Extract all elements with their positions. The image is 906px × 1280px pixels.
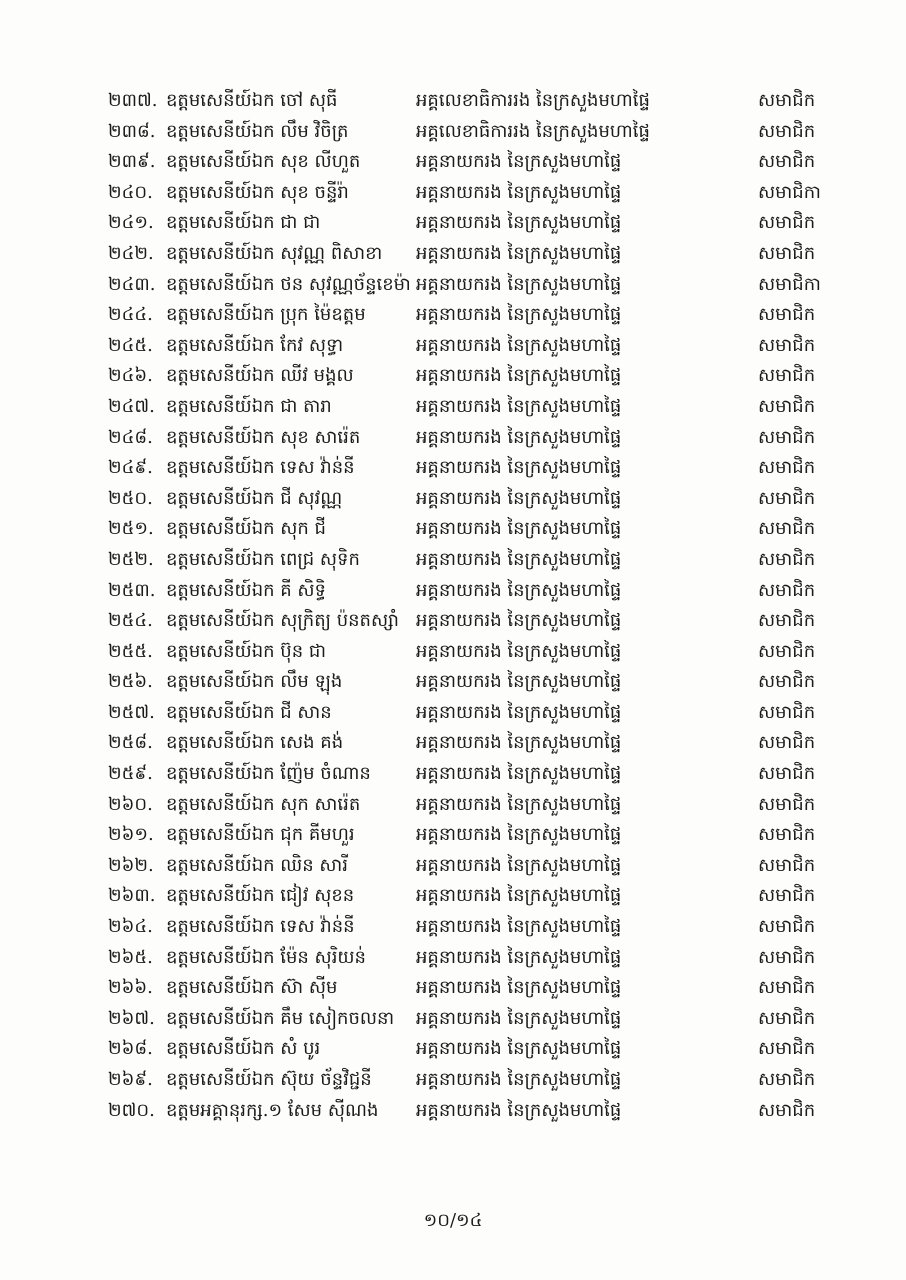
member-role: សមាជិក — [758, 916, 816, 938]
member-name: ឧត្តមសេនីយ៍ឯក ទេស វ៉ាន់នី — [166, 916, 355, 938]
member-position: អគ្គនាយករង នៃក្រសួងមហាផ្ទៃ — [416, 946, 622, 968]
member-position: អគ្គនាយករង នៃក្រសួងមហាផ្ទៃ — [416, 916, 622, 938]
member-role: សមាជិក — [758, 763, 816, 785]
member-name: ឧត្តមសេនីយ៍ឯក សំ បូរ — [166, 1038, 321, 1060]
member-role: សមាជិក — [758, 90, 816, 111]
item-number: ២៣៨. — [108, 120, 156, 142]
list-item — [108, 576, 848, 607]
member-role: សមាជិក — [758, 1038, 816, 1060]
member-role: សមាជិកា — [758, 181, 821, 203]
member-position: អគ្គនាយករង នៃក្រសួងមហាផ្ទៃ — [416, 151, 622, 173]
member-list — [108, 86, 848, 1126]
member-position: អគ្គនាយករង នៃក្រសួងមហាផ្ទៃ — [416, 763, 622, 785]
member-name: ឧត្តមសេនីយ៍ឯក សុក ជី — [166, 518, 326, 540]
list-item — [108, 820, 848, 851]
member-role: សមាជិក — [758, 854, 816, 876]
member-role: សមាជិក — [758, 1007, 816, 1029]
list-item — [108, 606, 848, 637]
member-name: ឧត្តមសេនីយ៍ឯក លឹម វិចិត្រ — [166, 120, 349, 142]
member-role: សមាជិក — [758, 457, 816, 479]
member-position: អគ្គនាយករង នៃក្រសួងមហាផ្ទៃ — [416, 824, 622, 846]
member-role: សមាជិក — [758, 732, 816, 754]
member-position: អគ្គនាយករង នៃក្រសួងមហាផ្ទៃ — [416, 579, 622, 601]
member-name: ឧត្តមសេនីយ៍ឯក ស៊ុយ ច័ន្ទវិជ្ជនី — [166, 1069, 372, 1090]
member-name: ឧត្តមសេនីយ៍ឯក ជា តារា — [166, 395, 332, 417]
item-number: ២៤៥. — [108, 334, 153, 356]
member-role: សមាជិក — [758, 1099, 816, 1121]
member-role: សមាជិក — [758, 977, 816, 999]
item-number: ២៤៧. — [108, 395, 155, 417]
member-position: អគ្គនាយករង នៃក្រសួងមហាផ្ទៃ — [416, 1007, 622, 1029]
member-name: ឧត្តមសេនីយ៍ឯក សុវណ្ណ ពិសាខា — [166, 242, 383, 264]
member-position: អគ្គលេខាធិការរង នៃក្រសួងមហាផ្ទៃ — [416, 90, 650, 111]
member-name: ឧត្តមសេនីយ៍ឯក ចៅ សុធី — [166, 90, 338, 111]
member-role: សមាជិក — [758, 793, 816, 815]
member-position: អគ្គនាយករង នៃក្រសួងមហាផ្ទៃ — [416, 1069, 622, 1090]
member-position: អគ្គនាយករង នៃក្រសួងមហាផ្ទៃ — [416, 242, 622, 264]
member-position: អគ្គនាយករង នៃក្រសួងមហាផ្ទៃ — [416, 793, 622, 815]
list-item — [108, 331, 848, 362]
member-name: ឧត្តមសេនីយ៍ឯក ជី សាន — [166, 701, 332, 723]
item-number: ២៦១. — [108, 824, 154, 846]
item-number: ២៦៩. — [108, 1069, 153, 1090]
list-item — [108, 667, 848, 698]
member-position: អគ្គនាយករង នៃក្រសួងមហាផ្ទៃ — [416, 671, 622, 693]
member-role: សមាជិក — [758, 120, 816, 142]
member-name: ឧត្តមសេនីយ៍ឯក ទេស វ៉ាន់នី — [166, 457, 355, 479]
list-item — [108, 1065, 848, 1096]
member-position: អគ្គនាយករង នៃក្រសួងមហាផ្ទៃ — [416, 1099, 622, 1121]
member-name: ឧត្តមសេនីយ៍ឯក ឈិន សារី — [166, 854, 348, 876]
member-role: សមាជិកា — [758, 273, 821, 295]
member-role: សមាជិក — [758, 701, 816, 723]
member-position: អគ្គនាយករង នៃក្រសួងមហាផ្ទៃ — [416, 518, 622, 540]
member-position: អគ្គនាយករង នៃក្រសួងមហាផ្ទៃ — [416, 1038, 622, 1060]
member-name: ឧត្តមសេនីយ៍ឯក សុខ ចន្ទីរ៉ា — [166, 181, 349, 203]
member-role: សមាជិក — [758, 610, 816, 632]
item-number: ២៥៦. — [108, 671, 153, 693]
list-item — [108, 851, 848, 882]
item-number: ២៣៩. — [108, 151, 156, 173]
item-number: ២៦៦. — [108, 977, 153, 999]
member-role: សមាជិក — [758, 395, 816, 417]
member-name: ឧត្តមអគ្គានុរក្ស.១ សែម ស៊ីណង — [166, 1099, 379, 1121]
list-item — [108, 912, 848, 943]
list-item — [108, 392, 848, 423]
item-number: ២៦២. — [108, 854, 154, 876]
item-number: ២៥៣. — [108, 579, 156, 601]
item-number: ២៣៧. — [108, 90, 158, 111]
member-position: អគ្គនាយករង នៃក្រសួងមហាផ្ទៃ — [416, 885, 622, 907]
list-item — [108, 147, 848, 178]
item-number: ២៥៧. — [108, 701, 155, 723]
member-position: អគ្គនាយករង នៃក្រសួងមហាផ្ទៃ — [416, 548, 622, 570]
member-name: ឧត្តមសេនីយ៍ឯក សុខ សារ៉េត — [166, 426, 361, 448]
list-item — [108, 117, 848, 148]
member-position: អគ្គនាយករង នៃក្រសួងមហាផ្ទៃ — [416, 212, 622, 234]
member-name: ឧត្តមសេនីយ៍ឯក សេង គង់ — [166, 732, 344, 754]
item-number: ២៤៤. — [108, 304, 153, 326]
item-number: ២៦៨. — [108, 1038, 153, 1060]
member-role: សមាជិក — [758, 487, 816, 509]
list-item — [108, 545, 848, 576]
item-number: ២៦៣. — [108, 885, 156, 907]
item-number: ២៦៤. — [108, 916, 153, 938]
member-role: សមាជិក — [758, 824, 816, 846]
member-position: អគ្គនាយករង នៃក្រសួងមហាផ្ទៃ — [416, 273, 622, 295]
member-name: ឧត្តមសេនីយ៍ឯក ពេជ្រ សុទិក — [166, 548, 360, 570]
member-position: អគ្គលេខាធិការរង នៃក្រសួងមហាផ្ទៃ — [416, 120, 650, 142]
member-role: សមាជិក — [758, 151, 816, 173]
member-role: សមាជិក — [758, 518, 816, 540]
list-item — [108, 1034, 848, 1065]
list-item — [108, 1004, 848, 1035]
member-name: ឧត្តមសេនីយ៍ឯក លឹម ឡុង — [166, 671, 343, 693]
member-name: ឧត្តមសេនីយ៍ឯក ប្រុក ម៉ៃឧត្តម — [166, 304, 366, 326]
member-role: សមាជិក — [758, 334, 816, 356]
member-name: ឧត្តមសេនីយ៍ឯក ជី សុវណ្ណ — [166, 487, 343, 509]
list-item — [108, 728, 848, 759]
member-name: ឧត្តមសេនីយ៍ឯក កែវ សុទ្ធា — [166, 334, 344, 356]
member-name: ឧត្តមសេនីយ៍ឯក ជៀវ សុខន — [166, 885, 355, 907]
item-number: ២៥១. — [108, 518, 154, 540]
member-name: ឧត្តមសេនីយ៍ឯក ញ៉ែម ចំណាន — [166, 763, 371, 785]
list-item — [108, 973, 848, 1004]
member-position: អគ្គនាយករង នៃក្រសួងមហាផ្ទៃ — [416, 426, 622, 448]
member-name: ឧត្តមសេនីយ៍ឯក សុក្រិត្យ ប៉នតស្សាំ — [166, 610, 399, 632]
list-item — [108, 790, 848, 821]
item-number: ២៧០. — [108, 1099, 155, 1121]
member-position: អគ្គនាយករង នៃក្រសួងមហាផ្ទៃ — [416, 334, 622, 356]
member-position: អគ្គនាយករង នៃក្រសួងមហាផ្ទៃ — [416, 610, 622, 632]
item-number: ២៤៨. — [108, 426, 153, 448]
member-role: សមាជិក — [758, 426, 816, 448]
member-role: សមាជិក — [758, 365, 816, 387]
item-number: ២៦៥. — [108, 946, 153, 968]
list-item — [108, 270, 848, 301]
list-item — [108, 361, 848, 392]
member-role: សមាជិក — [758, 885, 816, 907]
item-number: ២៦៧. — [108, 1007, 155, 1029]
item-number: ២៤២. — [108, 242, 154, 264]
item-number: ២៥៨. — [108, 732, 153, 754]
member-position: អគ្គនាយករង នៃក្រសួងមហាផ្ទៃ — [416, 457, 622, 479]
item-number: ២៤១. — [108, 212, 154, 234]
member-role: សមាជិក — [758, 548, 816, 570]
list-item — [108, 943, 848, 974]
member-position: អគ្គនាយករង នៃក្រសួងមហាផ្ទៃ — [416, 304, 622, 326]
member-position: អគ្គនាយករង នៃក្រសួងមហាផ្ទៃ — [416, 181, 622, 203]
item-number: ២៤៦. — [108, 365, 153, 387]
item-number: ២៥០. — [108, 487, 153, 509]
member-position: អគ្គនាយករង នៃក្រសួងមហាផ្ទៃ — [416, 365, 622, 387]
member-name: ឧត្តមសេនីយ៍ឯក សុក សារ៉េត — [166, 793, 361, 815]
member-role: សមាជិក — [758, 671, 816, 693]
list-item — [108, 423, 848, 454]
member-role: សមាជិក — [758, 242, 816, 264]
list-item — [108, 178, 848, 209]
member-role: សមាជិក — [758, 212, 816, 234]
member-role: សមាជិក — [758, 304, 816, 326]
member-name: ឧត្តមសេនីយ៍ឯក ជុក គីមហួរ — [166, 824, 355, 846]
member-name: ឧត្តមសេនីយ៍ឯក សុខ លីហួត — [166, 151, 361, 173]
list-item — [108, 514, 848, 545]
member-position: អគ្គនាយករង នៃក្រសួងមហាផ្ទៃ — [416, 487, 622, 509]
item-number: ២៤៩. — [108, 457, 153, 479]
list-item — [108, 637, 848, 668]
member-role: សមាជិក — [758, 579, 816, 601]
list-item — [108, 208, 848, 239]
member-name: ឧត្តមសេនីយ៍ឯក គឹម សៀកចលនា — [166, 1007, 395, 1029]
member-position: អគ្គនាយករង នៃក្រសួងមហាផ្ទៃ — [416, 977, 622, 999]
list-item — [108, 453, 848, 484]
item-number: ២៥៥. — [108, 640, 153, 662]
member-name: ឧត្តមសេនីយ៍ឯក ប៊ុន ជា — [166, 640, 326, 662]
item-number: ២៤៣. — [108, 273, 156, 295]
member-position: អគ្គនាយករង នៃក្រសួងមហាផ្ទៃ — [416, 701, 622, 723]
list-item — [108, 1096, 848, 1127]
member-name: ឧត្តមសេនីយ៍ឯក គី សិទ្ធិ — [166, 579, 326, 601]
member-name: ឧត្តមសេនីយ៍ឯក ជា ជា — [166, 212, 321, 234]
member-position: អគ្គនាយករង នៃក្រសួងមហាផ្ទៃ — [416, 854, 622, 876]
member-role: សមាជិក — [758, 1069, 816, 1090]
member-name: ឧត្តមសេនីយ៍ឯក ឈីវ មង្គល — [166, 365, 354, 387]
member-position: អគ្គនាយករង នៃក្រសួងមហាផ្ទៃ — [416, 395, 622, 417]
member-role: សមាជិក — [758, 640, 816, 662]
member-role: សមាជិក — [758, 946, 816, 968]
list-item — [108, 300, 848, 331]
item-number: ២៤០. — [108, 181, 153, 203]
member-name: ឧត្តមសេនីយ៍ឯក ម៉ែន សុរិយន់ — [166, 946, 366, 968]
item-number: ២៥៩. — [108, 763, 153, 785]
list-item — [108, 484, 848, 515]
list-item — [108, 698, 848, 729]
member-position: អគ្គនាយករង នៃក្រសួងមហាផ្ទៃ — [416, 640, 622, 662]
list-item — [108, 86, 848, 117]
list-item — [108, 759, 848, 790]
member-name: ឧត្តមសេនីយ៍ឯក ស៊ា ស៊ីម — [166, 977, 338, 999]
list-item — [108, 881, 848, 912]
item-number: ២៥៤. — [108, 610, 153, 632]
item-number: ២៥២. — [108, 548, 154, 570]
page-number: ១០/១៤ — [423, 1210, 483, 1231]
item-number: ២៦០. — [108, 793, 153, 815]
list-item — [108, 239, 848, 270]
member-position: អគ្គនាយករង នៃក្រសួងមហាផ្ទៃ — [416, 732, 622, 754]
member-name: ឧត្តមសេនីយ៍ឯក ថន សុវណ្ណច័ន្ទខេម៉ា — [166, 273, 411, 295]
